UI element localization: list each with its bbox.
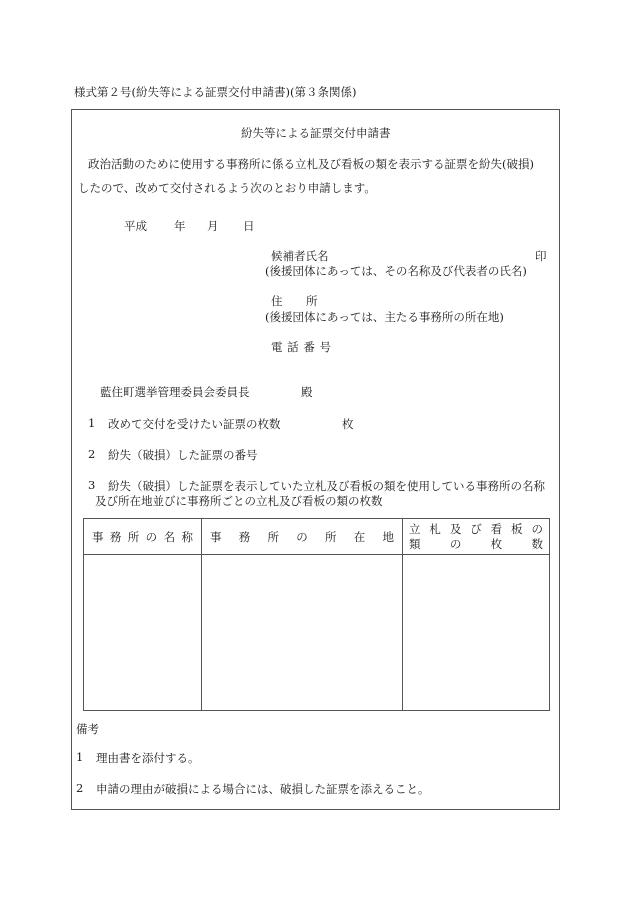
date-month: 月 (207, 219, 219, 233)
item-3-num: 3 (88, 478, 96, 492)
item-2-num: 2 (88, 447, 96, 461)
intro-line-2: したので、改めて交付されるよう次のとおり申請します。 (78, 181, 376, 195)
header-char: 看 (490, 521, 503, 536)
header-char: 立 (409, 521, 421, 536)
form-label: 様式第２号(紛失等による証票交付申請書)(第３条関係) (74, 85, 357, 99)
addressee-name: 藍住町選挙管理委員会委員長 (100, 385, 250, 399)
office-table (83, 518, 550, 711)
header-char: 数 (531, 536, 543, 551)
header-char: の (531, 521, 543, 536)
remark-2-text: 申請の理由が破損による場合には、破損した証票を添えること。 (96, 782, 430, 796)
addressee-honorific: 殿 (301, 385, 313, 399)
header-char: 務 (109, 529, 122, 544)
item-3-text-line-2: 及び所在地並びに事務所ごとの立札及び看板の類の枚数 (95, 494, 383, 508)
header-char: 所 (267, 529, 279, 544)
item-1-unit: 枚 (342, 417, 354, 431)
remark-2-num: 2 (76, 781, 84, 795)
date-day: 日 (243, 219, 255, 233)
intro-line-1: 政治活動のために使用する事務所に係る立札及び看板の類を表示する証票を紛失(破損) (88, 157, 534, 171)
table-header-row (84, 519, 550, 555)
address-label-2: 所 (306, 294, 318, 308)
header-char: 所 (127, 529, 140, 544)
header-char: 事 (210, 529, 222, 544)
header-char: び (470, 521, 482, 536)
office-address-cell[interactable] (202, 555, 403, 711)
seal-mark: 印 (535, 249, 547, 263)
item-1-num: 1 (88, 416, 96, 430)
page-title: 紛失等による証票交付申請書 (241, 126, 391, 140)
header-char: 地 (382, 529, 394, 544)
header-char: 務 (238, 529, 251, 544)
address-label-1: 住 (271, 294, 283, 308)
header-char: 名 (163, 529, 176, 544)
header-char: 及 (449, 521, 462, 536)
remarks-heading: 備考 (76, 722, 99, 736)
phone-label-char: 話 (287, 340, 299, 354)
office-address-header (202, 519, 403, 555)
applicant-name-label: 候補者氏名 (271, 249, 329, 263)
remark-1-num: 1 (76, 750, 84, 764)
phone-label (271, 339, 331, 355)
item-2-text: 紛失（破損）した証票の番号 (108, 448, 258, 462)
header-char: の (296, 529, 308, 544)
header-char: 類 (409, 536, 421, 551)
applicant-name-note: (後援団体にあっては、その名称及び代表者の氏名) (265, 264, 527, 278)
office-name-header (84, 519, 202, 555)
header-char: 称 (181, 529, 193, 544)
header-char: 札 (429, 521, 441, 536)
table-row (84, 555, 550, 711)
address-note: (後援団体にあっては、主たる事務所の所在地) (265, 310, 504, 324)
date-year: 年 (174, 219, 186, 233)
header-char: 事 (92, 529, 104, 544)
header-char: 板 (511, 521, 523, 536)
phone-label-char: 電 (271, 340, 283, 354)
header-char: 所 (325, 529, 337, 544)
header-char: 在 (353, 529, 366, 544)
header-char: 枚 (490, 536, 503, 551)
phone-label-char: 番 (303, 340, 315, 354)
office-name-cell[interactable] (84, 555, 202, 711)
item-1-text: 改めて交付を受けたい証票の枚数 (108, 417, 281, 431)
header-char: の (449, 536, 462, 551)
header-char: の (145, 529, 158, 544)
date-era: 平成 (124, 219, 147, 233)
sign-count-cell[interactable] (403, 555, 550, 711)
sign-count-header (403, 519, 550, 555)
remark-1-text: 理由書を添付する。 (96, 751, 200, 765)
phone-label-char: 号 (319, 340, 331, 354)
item-3-text-line-1: 紛失（破損）した証票を表示していた立札及び看板の類を使用している事務所の名称 (108, 479, 545, 493)
